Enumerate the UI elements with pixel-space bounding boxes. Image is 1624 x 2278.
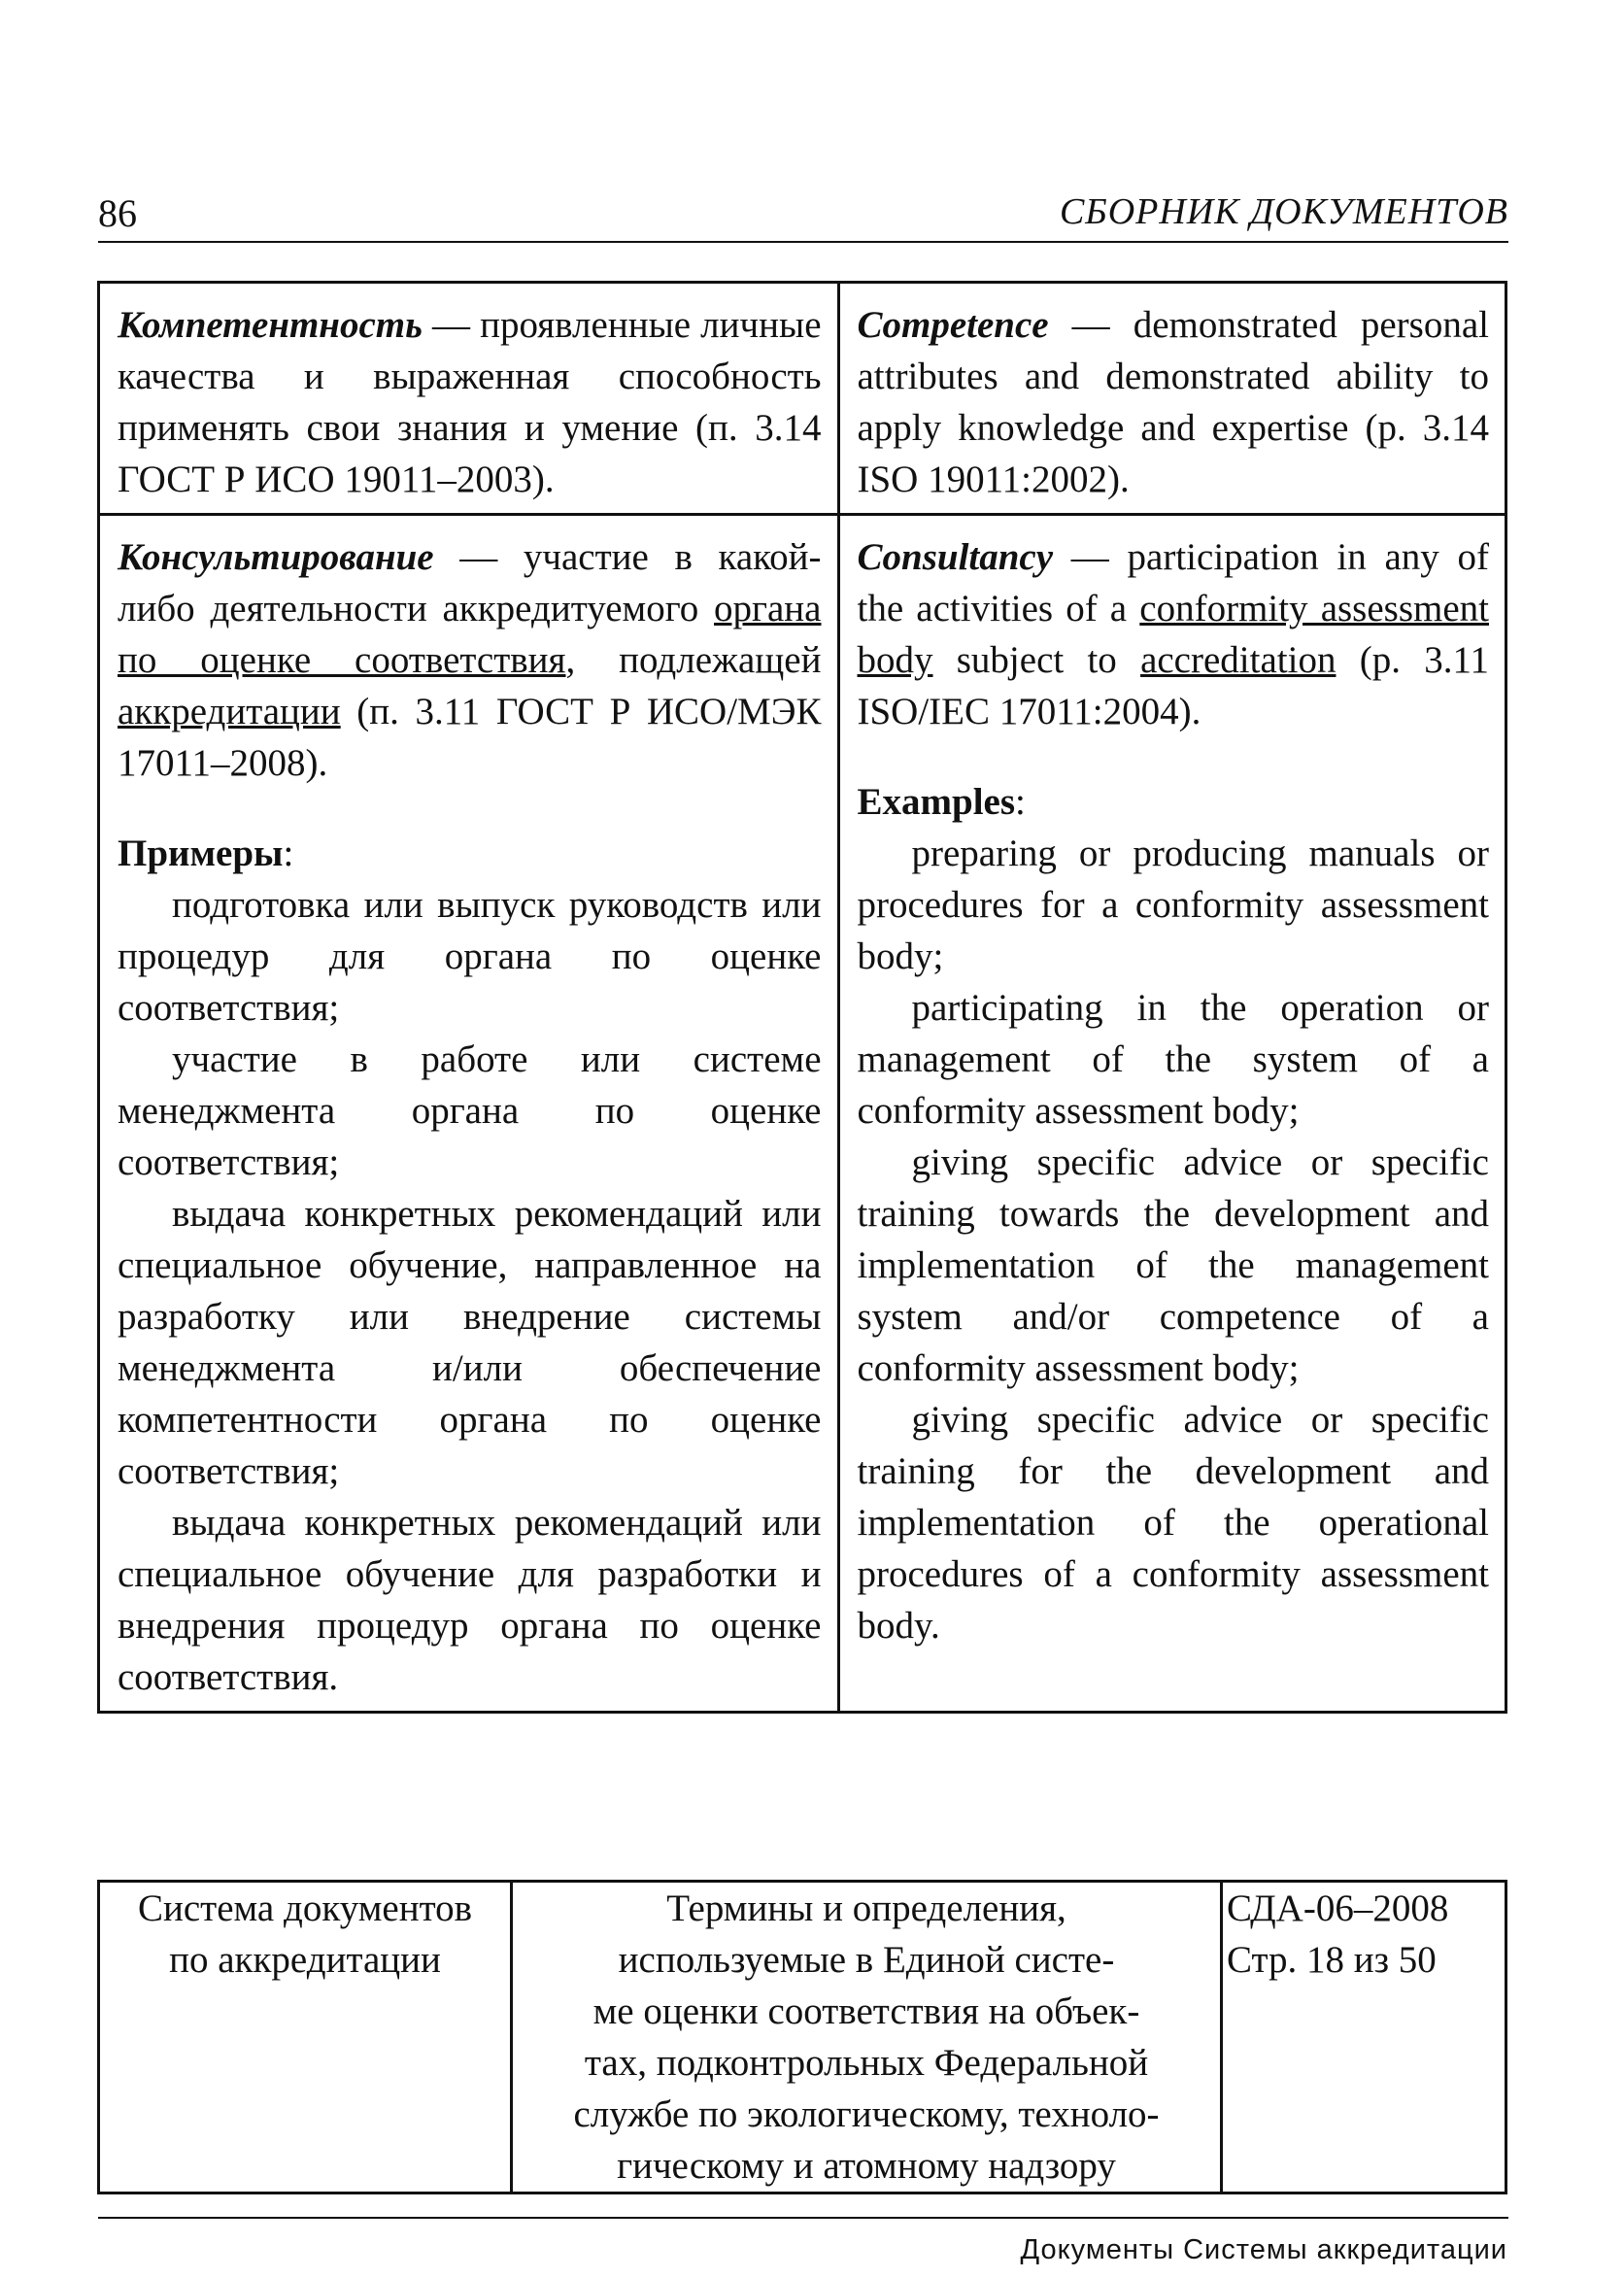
page-number: 86 bbox=[98, 191, 137, 235]
document-title-cell bbox=[512, 1882, 1222, 2193]
examples-heading-ru: Примеры: bbox=[118, 833, 294, 874]
title-line: Термины и определения, bbox=[666, 1887, 1066, 1929]
link-conformity-body-ru[interactable]: органа по оценке соответствия bbox=[118, 588, 822, 681]
consultancy-ru-cell bbox=[99, 515, 839, 1713]
term-consultancy-ru: Консультирование bbox=[118, 536, 434, 578]
title-line: тах, подконтрольных Федеральной bbox=[584, 2042, 1149, 2084]
definition-competence-en: — demonstrated personal attributes and demonstrated ability to apply knowledge and expertise (p. 3.14 ISO 19011:2002). bbox=[857, 304, 1489, 500]
example-item: выдача конкретных рекомендаций или специальное обучение для разработки и внедрения процедур органа по оценке соответствия. bbox=[118, 1502, 822, 1698]
title-line: гическому и атомному надзору bbox=[617, 2145, 1116, 2187]
examples-heading-en: Examples: bbox=[857, 781, 1026, 823]
system-line: по аккредитации bbox=[169, 1939, 441, 1981]
example-item: выдача конкретных рекомендаций или специальное обучение, направленное на разработку или внедрение системы менеджмента и/или обеспечение компетентности органа по оценке соответствия; bbox=[118, 1193, 822, 1492]
link-accreditation-ru[interactable]: аккредитации bbox=[118, 691, 341, 732]
competence-ru-cell bbox=[99, 283, 839, 515]
document-code-cell bbox=[1222, 1882, 1506, 2193]
definition-consultancy-ru bbox=[118, 531, 822, 789]
link-accreditation-en[interactable]: accreditation bbox=[1140, 639, 1336, 681]
example-item: участие в работе или системе менеджмента органа по оценке соответствия; bbox=[118, 1038, 822, 1183]
term-competence-ru: Компетентность bbox=[118, 304, 423, 346]
title-line: используемые в Единой систе- bbox=[618, 1939, 1115, 1981]
definition-consultancy-en bbox=[858, 531, 1490, 737]
definition-text: (p. 3.11 ISO/IEC 17011:2004). bbox=[857, 639, 1489, 732]
example-item: preparing or producing manuals or procedures for a conformity assessment body; bbox=[857, 833, 1489, 977]
table-row bbox=[99, 515, 1506, 1713]
table-row bbox=[99, 283, 1506, 515]
definition-text: (п. 3.11 ГОСТ Р ИСО/МЭК 17011–2008). bbox=[118, 691, 822, 784]
document-code: СДА-06–2008 bbox=[1227, 1887, 1449, 1929]
consultancy-en-cell bbox=[838, 515, 1506, 1713]
term-competence-en: Competence bbox=[857, 304, 1049, 346]
page-header bbox=[98, 190, 1508, 243]
example-item: participating in the operation or management of the system of a conformity assessment body; bbox=[857, 987, 1489, 1132]
document-system-cell bbox=[99, 1882, 512, 2193]
definition-text: , подлежащей bbox=[565, 639, 822, 681]
terms-table bbox=[97, 281, 1507, 1714]
definition-text: — участие в какой-либо деятельности аккредитуемого bbox=[118, 536, 822, 629]
definition-competence-ru: — проявленные личные качества и выраженная способность применять свои знания и умение (п. 3.14 ГОСТ Р ИСО 19011–2003). bbox=[118, 304, 822, 500]
running-title: СБОРНИК ДОКУМЕНТОВ bbox=[1059, 191, 1508, 232]
examples-label: Examples bbox=[857, 781, 1016, 823]
page-info: Стр. 18 из 50 bbox=[1227, 1939, 1437, 1981]
definition-text: — participation in any of the activities of a bbox=[857, 536, 1489, 629]
document-info-table bbox=[97, 1880, 1507, 2194]
system-line: Система документов bbox=[137, 1887, 473, 1929]
example-item: giving specific advice or specific training towards the development and implementation of the management system and/or competence of a conformity assessment body; bbox=[857, 1141, 1489, 1389]
title-line: ме оценки соответствия на объек- bbox=[592, 1990, 1140, 2032]
examples-label: Примеры bbox=[118, 833, 284, 874]
table-row bbox=[99, 1882, 1506, 2193]
example-item: подготовка или выпуск руководств или процедур для органа по оценке соответствия; bbox=[118, 884, 822, 1029]
definition-text: subject to bbox=[932, 639, 1141, 681]
example-item: giving specific advice or specific training for the development and implementation of the operational procedures of a conformity assessment body. bbox=[857, 1399, 1489, 1647]
bottom-caption: Документы Системы аккредитации bbox=[1020, 2234, 1507, 2265]
competence-en-cell bbox=[838, 283, 1506, 515]
term-consultancy-en: Consultancy bbox=[857, 536, 1054, 578]
link-conformity-body-en[interactable]: conformity assessment body bbox=[857, 588, 1489, 681]
title-line: службе по экологическому, техноло- bbox=[573, 2093, 1160, 2135]
bottom-divider bbox=[98, 2217, 1508, 2219]
